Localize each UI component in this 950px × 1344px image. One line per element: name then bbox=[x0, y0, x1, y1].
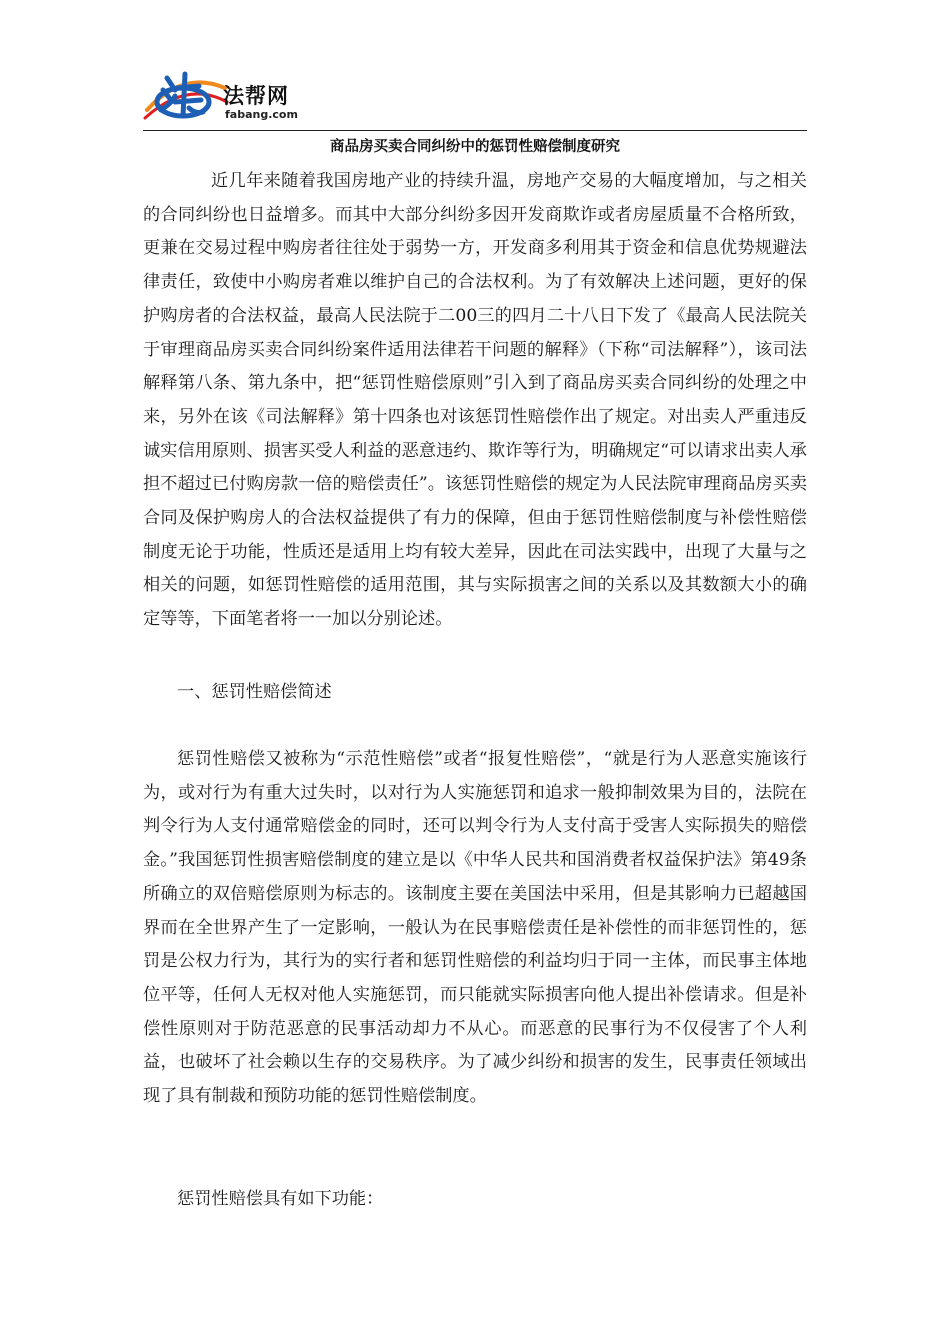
section-heading-1: 一、惩罚性赔偿简述 bbox=[177, 682, 332, 702]
fabang-logo-icon bbox=[143, 64, 229, 124]
site-name-cn: 法帮网 bbox=[223, 84, 289, 108]
paragraph-section-1: 惩罚性赔偿又被称为“示范性赔偿”或者“报复性赔偿”，“就是行为人恶意实施该行为，或对行为有重大过失时，以对行为人实施惩罚和追求一般抑制效果为目的，法院在判令行为人支付通常赔偿金的同时，还可以判令行为人支付高于受害人实际损失的赔偿金。”我国惩罚性损害赔偿制度的建立是以《中华人民共和国消费者权益保护法》第49条所确立的双倍赔偿原则为标志的。该制度主要在美国法中采用，但是其影响力已超越国界而在全世界产生了一定影响，一般认为在民事赔偿责任是补偿性的而非惩罚性的，惩罚是公权力行为，其行为的实行者和惩罚性赔偿的利益均归于同一主体，而民事主体地位平等，任何人无权对他人实施惩罚，而只能就实际损害向他人提出补偿请求。但是补偿性原则对于防范恶意的民事活动却力不从心。而恶意的民事行为不仅侵害了个人利益，也破坏了社会赖以生存的交易秩序。为了减少纠纷和损害的发生，民事责任领域出现了具有制裁和预防功能的惩罚性赔偿制度。 bbox=[143, 749, 807, 1107]
site-name-en: fabang.com bbox=[225, 108, 298, 121]
document-title: 商品房买卖合同纠纷中的惩罚性赔偿制度研究 bbox=[330, 139, 620, 155]
paragraph-intro: 近几年来随着我国房地产业的持续升温，房地产交易的大幅度增加，与之相关的合同纠纷也日益增多。而其中大部分纠纷多因开发商欺诈或者房屋质量不合格所致，更兼在交易过程中购房者往往处于弱势一方，开发商多利用其于资金和信息优势规避法律责任，致使中小购房者难以维护自己的合法权利。为了有效解决上述问题，更好的保护购房者的合法权益，最高人民法院于二00三的四月二十八日下发了《最高人民法院关于审理商品房买卖合同纠纷案件适用法律若干问题的解释》（下称“司法解释”），该司法解释第八条、第九条中，把“惩罚性赔偿原则”引入到了商品房买卖合同纠纷的处理之中来，另外在该《司法解释》第十四条也对该惩罚性赔偿作出了规定。对出卖人严重违反诚实信用原则、损害买受人利益的恶意违约、欺诈等行为，明确规定“可以请求出卖人承担不超过已付购房款一倍的赔偿责任”。该惩罚性赔偿的规定为人民法院审理商品房买卖合同及保护购房人的合法权益提供了有力的保障，但由于惩罚性赔偿制度与补偿性赔偿制度无论于功能，性质还是适用上均有较大差异，因此在司法实践中，出现了大量与之相关的问题，如惩罚性赔偿的适用范围，其与实际损害之间的关系以及其数额大小的确定等等，下面笔者将一一加以分别论述。 bbox=[143, 171, 807, 630]
paragraph-functions-intro: 惩罚性赔偿具有如下功能： bbox=[177, 1189, 384, 1209]
site-header bbox=[143, 64, 807, 131]
